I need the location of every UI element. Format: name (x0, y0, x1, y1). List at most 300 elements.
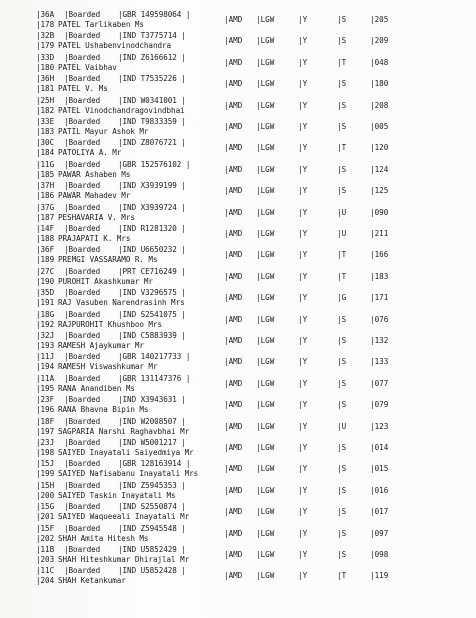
origin-code: |AMD (224, 443, 243, 452)
origin-code: |AMD (224, 250, 243, 260)
board-status: |Boarded (64, 373, 101, 383)
seat-code: |11C (36, 566, 55, 576)
seat-code: |15F (36, 523, 55, 533)
bag-number: |005 (370, 122, 389, 131)
origin-code: |AMD (224, 143, 243, 153)
flight-fields (0, 315, 476, 325)
sequence-number: |196 (36, 405, 55, 415)
origin-code: |AMD (224, 550, 243, 559)
destination-code: |LGW (256, 36, 275, 46)
seat-code: |36F (36, 245, 55, 255)
status-code: |S (337, 36, 347, 46)
passenger-row (0, 267, 476, 287)
passenger-name: SAIYED Taskin Inayatali Ms (58, 490, 176, 500)
passenger-row (0, 502, 476, 522)
sequence-number: |193 (36, 341, 55, 350)
flight-fields (0, 507, 476, 517)
passenger-row (0, 310, 476, 330)
board-status: |Boarded (64, 395, 101, 405)
passenger-row (0, 224, 476, 244)
passenger-name: PATEL Vinodchandragovindbhai (58, 105, 185, 115)
origin-code: |AMD (224, 421, 243, 431)
class-code: |Y (298, 207, 308, 217)
sequence-number: |191 (36, 298, 55, 308)
sequence-number: |188 (36, 234, 55, 243)
class-code: |Y (298, 250, 308, 260)
flight-fields (0, 143, 476, 153)
bag-number: |016 (370, 485, 389, 495)
flight-fields (0, 464, 476, 474)
travel-document: |IND T9833359 | (118, 117, 186, 126)
passenger-row (0, 203, 476, 223)
travel-document: |IND R1281320 | (118, 224, 186, 233)
destination-code: |LGW (256, 464, 275, 474)
travel-document: |GBR 152576102 | (118, 159, 191, 169)
flight-fields (0, 165, 476, 175)
origin-code: |AMD (224, 100, 243, 110)
flight-fields (0, 58, 476, 68)
class-code: |Y (298, 79, 308, 89)
destination-code: |LGW (256, 336, 275, 345)
sequence-number: |185 (36, 169, 55, 179)
bag-number: |124 (370, 164, 389, 174)
sequence-number: |181 (36, 84, 55, 94)
bag-number: |119 (370, 571, 389, 581)
passenger-row (0, 417, 476, 437)
sequence-number: |180 (36, 62, 55, 72)
sequence-number: |187 (36, 212, 55, 222)
board-status: |Boarded (64, 459, 101, 469)
board-status: |Boarded (64, 31, 101, 41)
class-code: |Y (298, 507, 308, 517)
seat-code: |35D (36, 288, 55, 298)
origin-code: |AMD (224, 293, 243, 303)
passenger-name: PATEL V. Ms (58, 84, 108, 94)
board-status: |Boarded (64, 138, 101, 148)
class-code: |Y (298, 485, 308, 495)
class-code: |Y (298, 528, 308, 538)
seat-code: |23J (36, 438, 55, 447)
destination-code: |LGW (256, 571, 275, 581)
seat-code: |36A (36, 10, 55, 19)
class-code: |Y (298, 57, 308, 67)
destination-code: |LGW (256, 357, 275, 367)
flight-fields (0, 229, 476, 239)
passenger-name: PATEL Vaibhav (58, 62, 117, 72)
travel-document: |GBR 128163914 | (118, 459, 191, 469)
passenger-row (0, 74, 476, 94)
destination-code: |LGW (256, 15, 275, 24)
passenger-name: SAGPARIA Narshi Raghavbhai Mr (58, 426, 190, 436)
bag-number: |133 (370, 357, 389, 367)
status-code: |S (337, 164, 347, 174)
travel-document: |GBR 149598064 | (118, 10, 191, 19)
class-code: |Y (298, 100, 308, 110)
board-status: |Boarded (64, 10, 101, 19)
origin-code: |AMD (224, 357, 243, 367)
class-code: |Y (298, 357, 308, 367)
passenger-name: PATEL Ushabenvinodchandra (58, 41, 172, 51)
travel-document: |IND W0341001 | (118, 95, 186, 105)
travel-document: |IND Z5945353 | (118, 480, 186, 490)
flight-fields (0, 400, 476, 410)
flight-fields (0, 122, 476, 132)
bag-number: |208 (370, 100, 389, 110)
sequence-number: |194 (36, 362, 55, 372)
bag-number: |120 (370, 143, 389, 153)
board-status: |Boarded (64, 352, 101, 362)
board-status: |Boarded (64, 502, 101, 512)
origin-code: |AMD (224, 314, 243, 324)
passenger-row (0, 545, 476, 565)
status-code: |T (337, 143, 347, 153)
origin-code: |AMD (224, 464, 243, 474)
bag-number: |098 (370, 550, 389, 559)
passenger-name: SAIYED Inayatali Saiyedmiya Mr (58, 448, 194, 457)
travel-document: |IND C5883939 | (118, 331, 186, 340)
sequence-number: |184 (36, 148, 55, 158)
destination-code: |LGW (256, 229, 275, 238)
class-code: |Y (298, 550, 308, 559)
sequence-number: |200 (36, 490, 55, 500)
sequence-number: |179 (36, 41, 55, 51)
seat-code: |15H (36, 480, 55, 490)
class-code: |Y (298, 293, 308, 303)
seat-code: |27C (36, 266, 55, 276)
status-code: |T (337, 271, 347, 281)
passenger-name: PAWAR Ashaben Ms (58, 169, 131, 179)
destination-code: |LGW (256, 164, 275, 174)
seat-code: |32J (36, 331, 55, 340)
flight-fields (0, 336, 476, 346)
status-code: |S (337, 79, 347, 89)
destination-code: |LGW (256, 57, 275, 67)
bag-number: |125 (370, 186, 389, 196)
sequence-number: |186 (36, 191, 55, 201)
travel-document: |IND X3939199 | (118, 181, 186, 191)
bag-number: |097 (370, 528, 389, 538)
travel-document: |IND X3943631 | (118, 395, 186, 405)
bag-number: |183 (370, 271, 389, 281)
travel-document: |IND W5001217 | (118, 438, 186, 447)
travel-document: |IND W2008507 | (118, 416, 186, 426)
sequence-number: |178 (36, 20, 55, 29)
sequence-number: |182 (36, 105, 55, 115)
flight-fields (0, 529, 476, 539)
sequence-number: |195 (36, 383, 55, 393)
destination-code: |LGW (256, 550, 275, 559)
board-status: |Boarded (64, 245, 101, 255)
travel-document: |IND Z6166612 | (118, 52, 186, 62)
destination-code: |LGW (256, 100, 275, 110)
travel-document: |IND U6650232 | (118, 245, 186, 255)
origin-code: |AMD (224, 485, 243, 495)
passenger-name: PAWAR Mahadev Mr (58, 191, 131, 201)
sequence-number: |198 (36, 448, 55, 457)
seat-code: |37G (36, 202, 55, 212)
seat-code: |11A (36, 373, 55, 383)
board-status: |Boarded (64, 159, 101, 169)
flight-fields (0, 36, 476, 46)
bag-number: |166 (370, 250, 389, 260)
bag-number: |180 (370, 79, 389, 89)
board-status: |Boarded (64, 288, 101, 298)
travel-document: |GBR 140217733 | (118, 352, 191, 362)
status-code: |U (337, 421, 347, 431)
seat-code: |30C (36, 138, 55, 148)
passenger-row (0, 331, 476, 351)
status-code: |U (337, 207, 347, 217)
passenger-row (0, 53, 476, 73)
passenger-name: PRAJAPATI K. Mrs (58, 234, 131, 243)
bag-number: |123 (370, 421, 389, 431)
seat-code: |14F (36, 224, 55, 233)
passenger-name: PATEL Tarlikaben Ms (58, 20, 144, 29)
status-code: |S (337, 400, 347, 410)
flight-fields (0, 15, 476, 25)
flight-fields (0, 422, 476, 432)
origin-code: |AMD (224, 400, 243, 410)
board-status: |Boarded (64, 480, 101, 490)
sequence-number: |190 (36, 276, 55, 286)
board-status: |Boarded (64, 52, 101, 62)
class-code: |Y (298, 571, 308, 581)
board-status: |Boarded (64, 74, 101, 84)
board-status: |Boarded (64, 416, 101, 426)
board-status: |Boarded (64, 117, 101, 126)
travel-document: |IND V3296575 | (118, 288, 186, 298)
seat-code: |18G (36, 309, 55, 319)
bag-number: |211 (370, 229, 389, 238)
status-code: |S (337, 314, 347, 324)
class-code: |Y (298, 36, 308, 46)
destination-code: |LGW (256, 485, 275, 495)
sequence-number: |204 (36, 576, 55, 586)
passenger-name: RANA Anandiben Ms (58, 383, 135, 393)
flight-fields (0, 272, 476, 282)
seat-code: |11J (36, 352, 55, 362)
passenger-name: SHAH Hiteshkumar Dhirajlal Mr (58, 555, 190, 564)
travel-document: |IND U5852429 | (118, 545, 186, 554)
travel-document: |GBR 131147376 | (118, 373, 191, 383)
flight-fields (0, 101, 476, 111)
sequence-number: |199 (36, 469, 55, 479)
travel-document: |IND T3775714 | (118, 31, 186, 41)
class-code: |Y (298, 122, 308, 131)
sequence-number: |192 (36, 319, 55, 329)
flight-fields (0, 571, 476, 581)
flight-fields (0, 79, 476, 89)
origin-code: |AMD (224, 507, 243, 517)
board-status: |Boarded (64, 181, 101, 191)
flight-fields (0, 550, 476, 560)
destination-code: |LGW (256, 528, 275, 538)
bag-number: |079 (370, 400, 389, 410)
bag-number: |090 (370, 207, 389, 217)
status-code: |T (337, 57, 347, 67)
origin-code: |AMD (224, 79, 243, 89)
status-code: |S (337, 336, 347, 345)
origin-code: |AMD (224, 186, 243, 196)
destination-code: |LGW (256, 186, 275, 196)
passenger-name: SHAH Ketankumar (58, 576, 126, 586)
board-status: |Boarded (64, 202, 101, 212)
destination-code: |LGW (256, 79, 275, 89)
seat-code: |23F (36, 395, 55, 405)
travel-document: |IND S2541075 | (118, 309, 186, 319)
flight-fields (0, 208, 476, 218)
origin-code: |AMD (224, 528, 243, 538)
origin-code: |AMD (224, 229, 243, 238)
board-status: |Boarded (64, 566, 101, 576)
passenger-name: SAIYED Waqueeali Inayatali Mr (58, 512, 190, 522)
status-code: |S (337, 15, 347, 24)
status-code: |S (337, 357, 347, 367)
seat-code: |18F (36, 416, 55, 426)
bag-number: |015 (370, 464, 389, 474)
class-code: |Y (298, 229, 308, 238)
travel-document: |IND T7535226 | (118, 74, 186, 84)
board-status: |Boarded (64, 266, 101, 276)
flight-fields (0, 186, 476, 196)
passenger-row (0, 481, 476, 501)
passenger-name: RANA Bhavna Bipin Ms (58, 405, 149, 415)
passenger-row (0, 374, 476, 394)
origin-code: |AMD (224, 336, 243, 345)
passenger-row (0, 524, 476, 544)
destination-code: |LGW (256, 378, 275, 388)
passenger-row (0, 352, 476, 372)
status-code: |S (337, 186, 347, 196)
board-status: |Boarded (64, 438, 101, 447)
passenger-name: SAIYED Nafisabanu Inayatali Mrs (58, 469, 199, 479)
passenger-name: RAMESH Ajaykumar Mr (58, 341, 144, 350)
seat-code: |25H (36, 95, 55, 105)
class-code: |Y (298, 443, 308, 452)
origin-code: |AMD (224, 271, 243, 281)
destination-code: |LGW (256, 443, 275, 452)
flight-fields (0, 293, 476, 303)
origin-code: |AMD (224, 57, 243, 67)
destination-code: |LGW (256, 293, 275, 303)
origin-code: |AMD (224, 122, 243, 131)
passenger-name: PESHAVARIA V. Mrs (58, 212, 135, 222)
class-code: |Y (298, 400, 308, 410)
destination-code: |LGW (256, 400, 275, 410)
passenger-row (0, 160, 476, 180)
status-code: |G (337, 293, 347, 303)
flight-fields (0, 443, 476, 453)
status-code: |S (337, 485, 347, 495)
travel-document: |IND S2550874 | (118, 502, 186, 512)
passenger-name: PATOLIYA A. Mr (58, 148, 122, 158)
bag-number: |205 (370, 15, 389, 24)
seat-code: |33D (36, 52, 55, 62)
status-code: |S (337, 122, 347, 131)
status-code: |T (337, 250, 347, 260)
sequence-number: |189 (36, 255, 55, 265)
passenger-row (0, 138, 476, 158)
board-status: |Boarded (64, 545, 101, 554)
seat-code: |37H (36, 181, 55, 191)
travel-document: |IND Z8076721 | (118, 138, 186, 148)
passenger-name: SHAH Amita Hitesh Ms (58, 533, 149, 543)
destination-code: |LGW (256, 271, 275, 281)
board-status: |Boarded (64, 523, 101, 533)
status-code: |S (337, 464, 347, 474)
passenger-row (0, 10, 476, 30)
bag-number: |014 (370, 443, 389, 452)
seat-code: |36H (36, 74, 55, 84)
passenger-row (0, 288, 476, 308)
seat-code: |11B (36, 545, 55, 554)
board-status: |Boarded (64, 224, 101, 233)
class-code: |Y (298, 143, 308, 153)
board-status: |Boarded (64, 309, 101, 319)
bag-number: |209 (370, 36, 389, 46)
class-code: |Y (298, 336, 308, 345)
bag-number: |017 (370, 507, 389, 517)
passenger-row (0, 181, 476, 201)
passenger-row (0, 96, 476, 116)
travel-document: |IND X3939724 | (118, 202, 186, 212)
destination-code: |LGW (256, 143, 275, 153)
passenger-name: PREMGI VASSARAMO R. Ms (58, 255, 158, 265)
origin-code: |AMD (224, 36, 243, 46)
passenger-name: PUROHIT Akashkumar Mr (58, 276, 153, 286)
bag-number: |171 (370, 293, 389, 303)
destination-code: |LGW (256, 207, 275, 217)
passenger-row (0, 395, 476, 415)
class-code: |Y (298, 15, 308, 24)
seat-code: |11G (36, 159, 55, 169)
status-code: |U (337, 229, 347, 238)
class-code: |Y (298, 271, 308, 281)
class-code: |Y (298, 164, 308, 174)
destination-code: |LGW (256, 314, 275, 324)
status-code: |S (337, 507, 347, 517)
seat-code: |15J (36, 459, 55, 469)
passenger-row (0, 31, 476, 51)
board-status: |Boarded (64, 95, 101, 105)
status-code: |T (337, 571, 347, 581)
passenger-name: RAMESH Viswashkumar Mr (58, 362, 158, 372)
destination-code: |LGW (256, 507, 275, 517)
destination-code: |LGW (256, 122, 275, 131)
passenger-row (0, 438, 476, 458)
destination-code: |LGW (256, 421, 275, 431)
origin-code: |AMD (224, 15, 243, 24)
class-code: |Y (298, 464, 308, 474)
flight-fields (0, 486, 476, 496)
status-code: |S (337, 528, 347, 538)
passenger-row (0, 566, 476, 586)
flight-fields (0, 379, 476, 389)
destination-code: |LGW (256, 250, 275, 260)
sequence-number: |197 (36, 426, 55, 436)
status-code: |S (337, 443, 347, 452)
passenger-name: RAJ Vasuben Narendrasinh Mrs (58, 298, 185, 308)
class-code: |Y (298, 421, 308, 431)
passenger-row (0, 117, 476, 137)
class-code: |Y (298, 378, 308, 388)
flight-fields (0, 357, 476, 367)
travel-document: |IND Z5945548 | (118, 523, 186, 533)
sequence-number: |202 (36, 533, 55, 543)
class-code: |Y (298, 186, 308, 196)
board-status: |Boarded (64, 331, 101, 340)
passenger-row (0, 459, 476, 479)
